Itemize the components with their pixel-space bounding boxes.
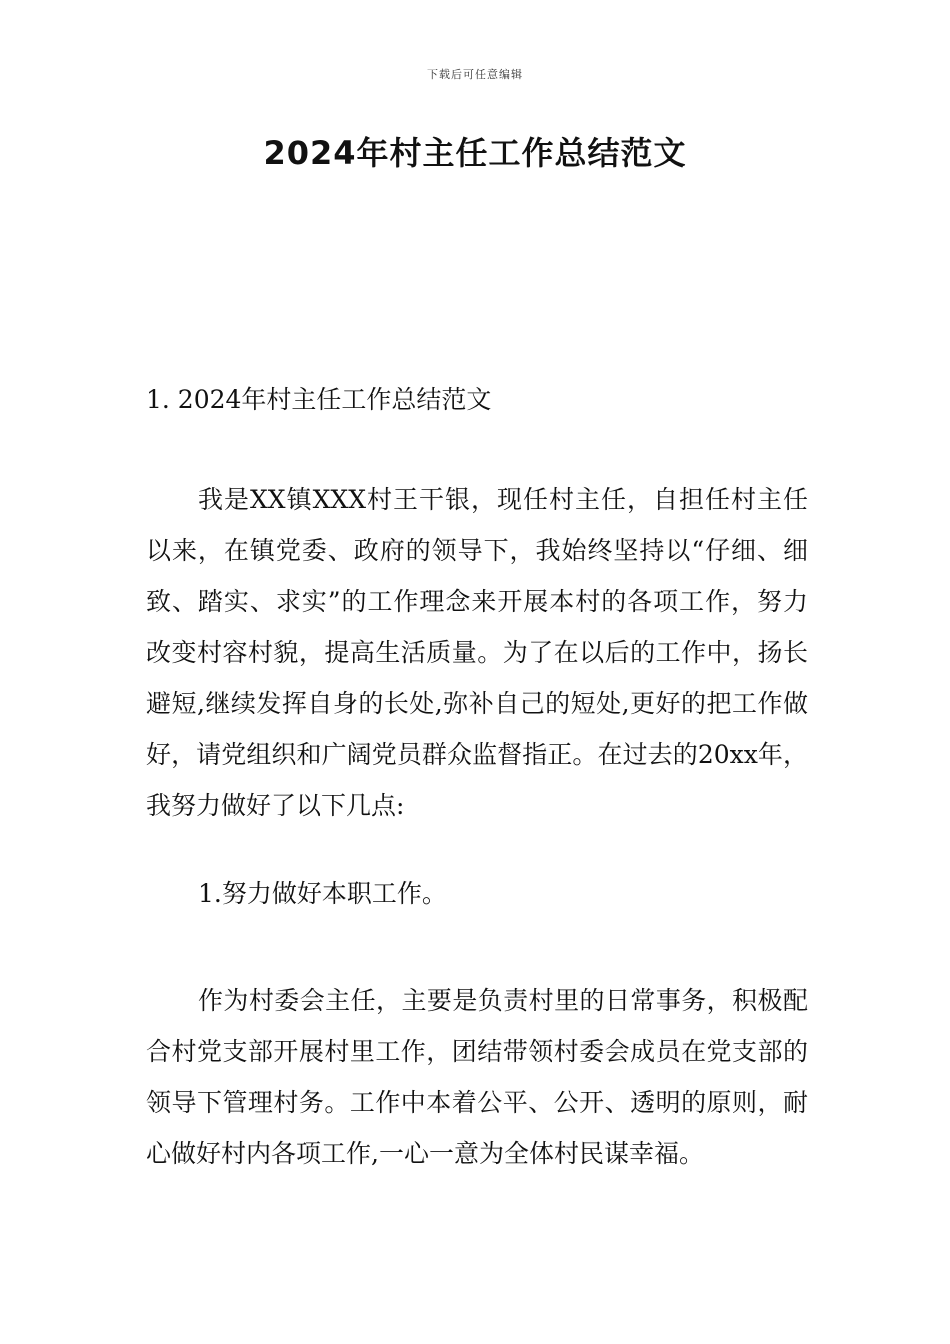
document-title: 2024年村主任工作总结范文 <box>263 134 687 172</box>
body-paragraph: 作为村委会主任，主要是负责村里的日常事务，积极配合村党支部开展村里工作，团结带领村委会成员在党支部的领导下管理村务。工作中本着公平、公开、透明的原则，耐心做好村内各项工作,一心一意为全体村民谋幸福。 <box>146 986 808 1168</box>
header-note: 下载后可任意编辑 <box>427 68 523 81</box>
sub-heading: 1.努力做好本职工作。 <box>198 879 447 908</box>
section-heading: 1. 2024年村主任工作总结范文 <box>146 385 492 414</box>
body-paragraph: 我是XX镇XXX村王干银，现任村主任，自担任村主任以来，在镇党委、政府的领导下，我始终坚持以“仔细、细致、踏实、求实”的工作理念来开展本村的各项工作，努力改变村容村貌，提高生活质量。为了在以后的工作中，扬长避短,继续发挥自身的长处,弥补自己的短处,更好的把工作做好，请党组织和广阔党员群众监督指正。在过去的20xx年，我努力做好了以下几点: <box>146 485 808 820</box>
